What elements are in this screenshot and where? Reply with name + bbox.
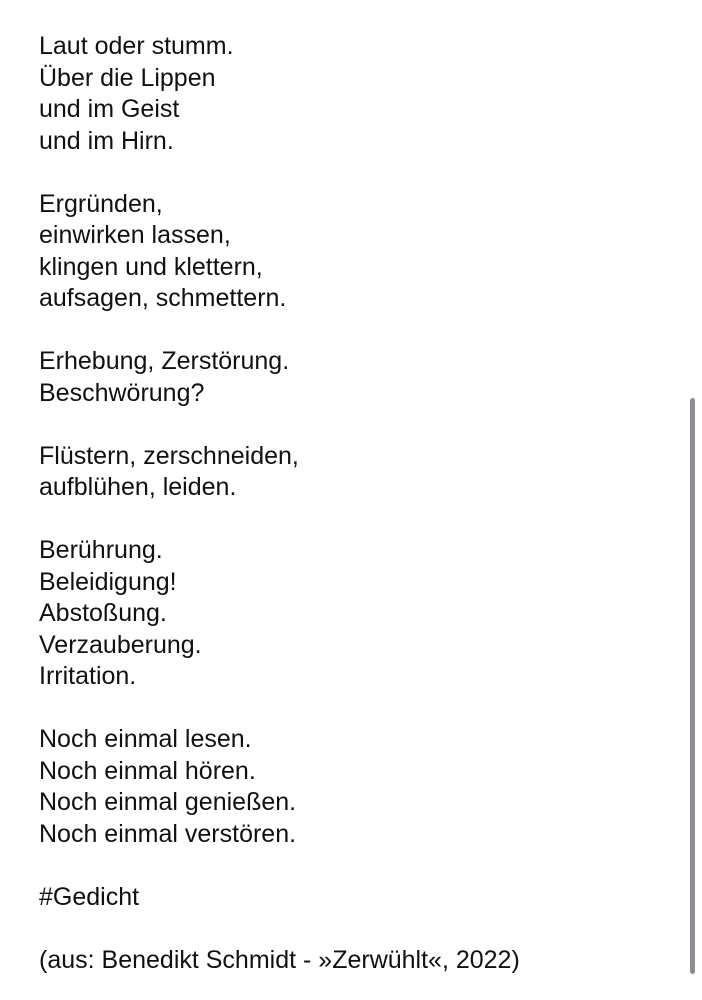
poem-line: und im Geist bbox=[39, 95, 180, 123]
poem-text bbox=[39, 31, 669, 976]
hashtag[interactable]: #Gedicht bbox=[39, 882, 140, 911]
stanza-5 bbox=[39, 535, 669, 693]
poem-line: Noch einmal genießen. bbox=[39, 788, 297, 816]
poem-line: Über die Lippen bbox=[39, 63, 216, 92]
poem-line: klingen und klettern, bbox=[39, 252, 263, 281]
poem-line: aufblühen, leiden. bbox=[39, 473, 237, 501]
stanza-1 bbox=[39, 31, 669, 157]
poem-line: Noch einmal verstören. bbox=[39, 819, 297, 848]
poem-line: aufsagen, schmettern. bbox=[39, 284, 287, 312]
stanza-6 bbox=[39, 724, 669, 850]
stanza-4 bbox=[39, 441, 669, 504]
poem-line: Laut oder stumm. bbox=[39, 32, 234, 60]
poem-line: Erhebung, Zerstörung. bbox=[39, 347, 290, 375]
poem-line: Abstoßung. bbox=[39, 599, 167, 627]
poem-line: Irritation. bbox=[39, 662, 137, 690]
stanza-3 bbox=[39, 346, 669, 409]
poem-line: Verzauberung. bbox=[39, 630, 202, 659]
poem-line: Beleidigung! bbox=[39, 567, 177, 596]
stanza-2 bbox=[39, 189, 669, 315]
poem-line: einwirken lassen, bbox=[39, 221, 231, 249]
poem-line: Flüstern, zerschneiden, bbox=[39, 441, 299, 470]
poem-line: Beschwörung? bbox=[39, 378, 205, 407]
poem-line: Ergründen, bbox=[39, 189, 163, 218]
poem-line: Noch einmal hören. bbox=[39, 756, 256, 785]
source-citation: (aus: Benedikt Schmidt - »Zerwühlt«, 2022) bbox=[39, 945, 520, 974]
poem-line: Berührung. bbox=[39, 536, 163, 564]
poem-line: und im Hirn. bbox=[39, 126, 174, 155]
poem-line: Noch einmal lesen. bbox=[39, 725, 252, 753]
vertical-scrollbar[interactable] bbox=[690, 398, 695, 974]
